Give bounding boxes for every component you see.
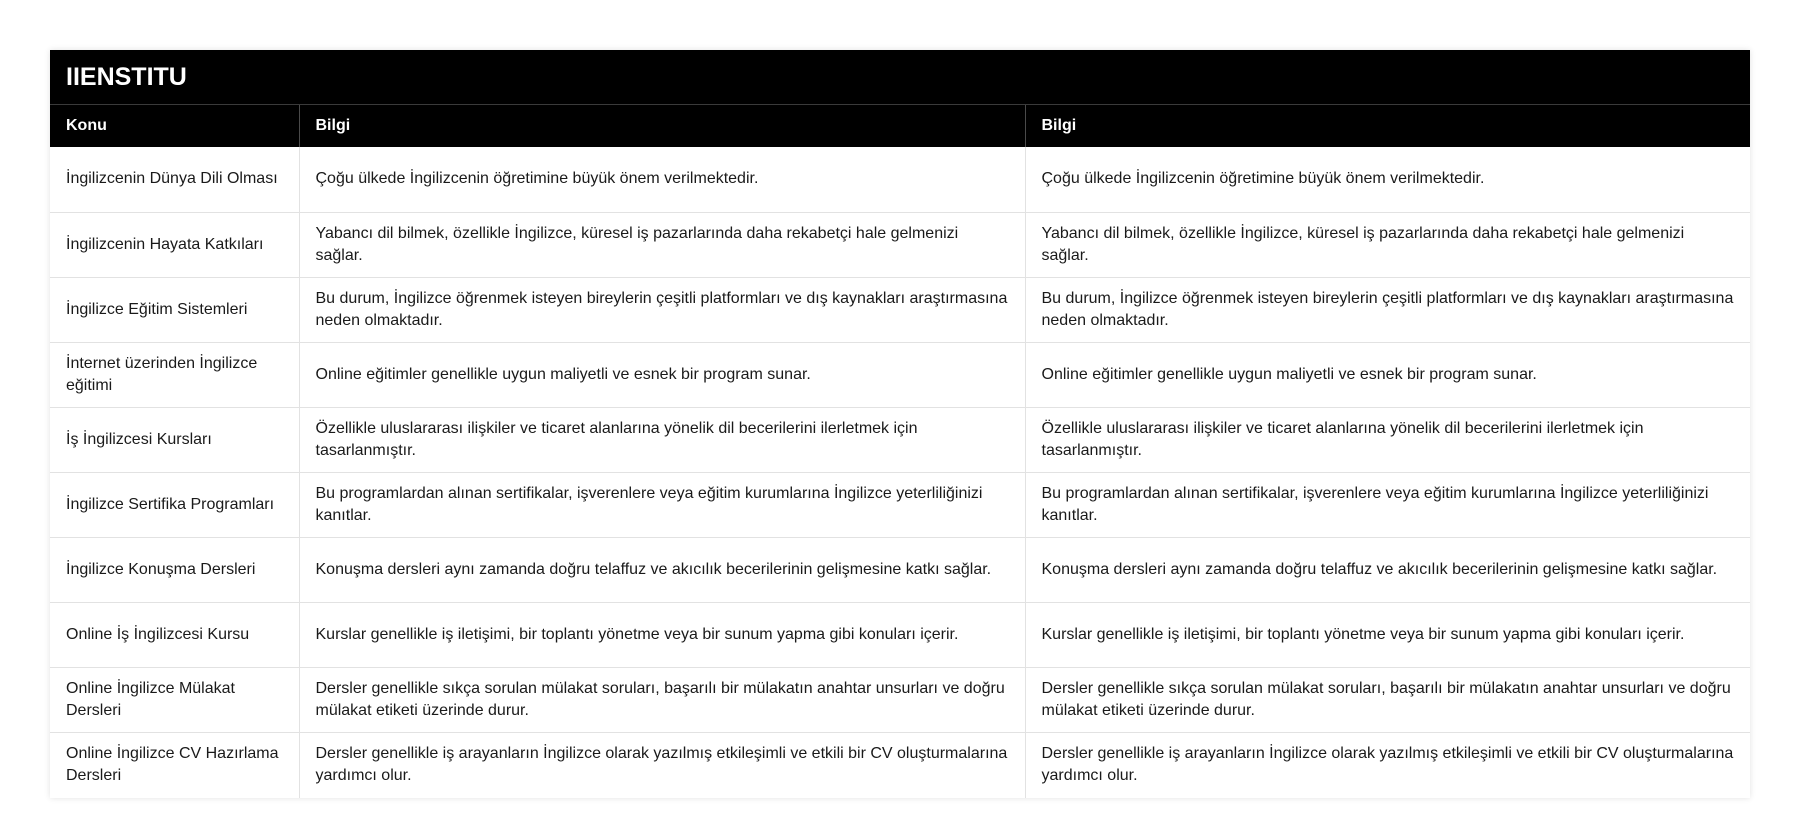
info-table [50, 105, 1750, 798]
cell-bilgi-1: Bu durum, İngilizce öğrenmek isteyen bireylerin çeşitli platformları ve dış kaynakları araştırmasına neden olmaktadır. [299, 277, 1025, 342]
table-row [50, 667, 1750, 732]
table-row [50, 212, 1750, 277]
info-table-card [50, 50, 1750, 798]
cell-bilgi-1: Dersler genellikle iş arayanların İngilizce olarak yazılmış etkileşimli ve etkili bir CV oluşturmalarına yardımcı olur. [299, 732, 1025, 798]
cell-bilgi-1: Online eğitimler genellikle uygun maliyetli ve esnek bir program sunar. [299, 342, 1025, 407]
cell-bilgi-2: Bu durum, İngilizce öğrenmek isteyen bireylerin çeşitli platformları ve dış kaynakları araştırmasına neden olmaktadır. [1025, 277, 1750, 342]
table-row [50, 147, 1750, 212]
cell-konu: Online İş İngilizcesi Kursu [50, 602, 299, 667]
cell-bilgi-2: Çoğu ülkede İngilizcenin öğretimine büyük önem verilmektedir. [1025, 147, 1750, 212]
cell-konu: İngilizce Konuşma Dersleri [50, 537, 299, 602]
cell-bilgi-2: Yabancı dil bilmek, özellikle İngilizce, küresel iş pazarlarında daha rekabetçi hale gelmenizi sağlar. [1025, 212, 1750, 277]
cell-bilgi-1: Bu programlardan alınan sertifikalar, işverenlere veya eğitim kurumlarına İngilizce yeterliliğinizi kanıtlar. [299, 472, 1025, 537]
cell-konu: İş İngilizcesi Kursları [50, 407, 299, 472]
cell-bilgi-2: Online eğitimler genellikle uygun maliyetli ve esnek bir program sunar. [1025, 342, 1750, 407]
cell-bilgi-2: Özellikle uluslararası ilişkiler ve ticaret alanlarına yönelik dil becerilerini ilerletmek için tasarlanmıştır. [1025, 407, 1750, 472]
table-row [50, 407, 1750, 472]
table-title: IIENSTITU [50, 50, 1750, 105]
header-bilgi-1: Bilgi [299, 105, 1025, 147]
cell-bilgi-1: Konuşma dersleri aynı zamanda doğru telaffuz ve akıcılık becerilerinin gelişmesine katkı sağlar. [299, 537, 1025, 602]
table-body [50, 147, 1750, 798]
cell-bilgi-2: Bu programlardan alınan sertifikalar, işverenlere veya eğitim kurumlarına İngilizce yeterliliğinizi kanıtlar. [1025, 472, 1750, 537]
cell-bilgi-2: Kurslar genellikle iş iletişimi, bir toplantı yönetme veya bir sunum yapma gibi konuları içerir. [1025, 602, 1750, 667]
cell-bilgi-1: Yabancı dil bilmek, özellikle İngilizce, küresel iş pazarlarında daha rekabetçi hale gelmenizi sağlar. [299, 212, 1025, 277]
table-row [50, 537, 1750, 602]
cell-bilgi-1: Özellikle uluslararası ilişkiler ve ticaret alanlarına yönelik dil becerilerini ilerletmek için tasarlanmıştır. [299, 407, 1025, 472]
cell-bilgi-1: Kurslar genellikle iş iletişimi, bir toplantı yönetme veya bir sunum yapma gibi konuları içerir. [299, 602, 1025, 667]
cell-bilgi-1: Çoğu ülkede İngilizcenin öğretimine büyük önem verilmektedir. [299, 147, 1025, 212]
table-row [50, 732, 1750, 798]
cell-konu: İnternet üzerinden İngilizce eğitimi [50, 342, 299, 407]
cell-konu: Online İngilizce CV Hazırlama Dersleri [50, 732, 299, 798]
header-bilgi-2: Bilgi [1025, 105, 1750, 147]
table-row [50, 277, 1750, 342]
cell-konu: İngilizce Eğitim Sistemleri [50, 277, 299, 342]
header-row [50, 105, 1750, 147]
cell-konu: Online İngilizce Mülakat Dersleri [50, 667, 299, 732]
cell-konu: İngilizcenin Hayata Katkıları [50, 212, 299, 277]
table-row [50, 602, 1750, 667]
cell-bilgi-2: Konuşma dersleri aynı zamanda doğru telaffuz ve akıcılık becerilerinin gelişmesine katkı sağlar. [1025, 537, 1750, 602]
table-row [50, 472, 1750, 537]
header-konu: Konu [50, 105, 299, 147]
table-row [50, 342, 1750, 407]
cell-konu: İngilizcenin Dünya Dili Olması [50, 147, 299, 212]
cell-bilgi-2: Dersler genellikle iş arayanların İngilizce olarak yazılmış etkileşimli ve etkili bir CV oluşturmalarına yardımcı olur. [1041, 745, 1734, 785]
table-header [50, 105, 1750, 147]
cell-konu: İngilizce Sertifika Programları [50, 472, 299, 537]
cell-bilgi-1: Dersler genellikle sıkça sorulan mülakat soruları, başarılı bir mülakatın anahtar unsurları ve doğru mülakat etiketi üzerinde durur. [299, 667, 1025, 732]
cell-bilgi-2: Dersler genellikle sıkça sorulan mülakat soruları, başarılı bir mülakatın anahtar unsurları ve doğru mülakat etiketi üzerinde durur. [1025, 667, 1750, 732]
